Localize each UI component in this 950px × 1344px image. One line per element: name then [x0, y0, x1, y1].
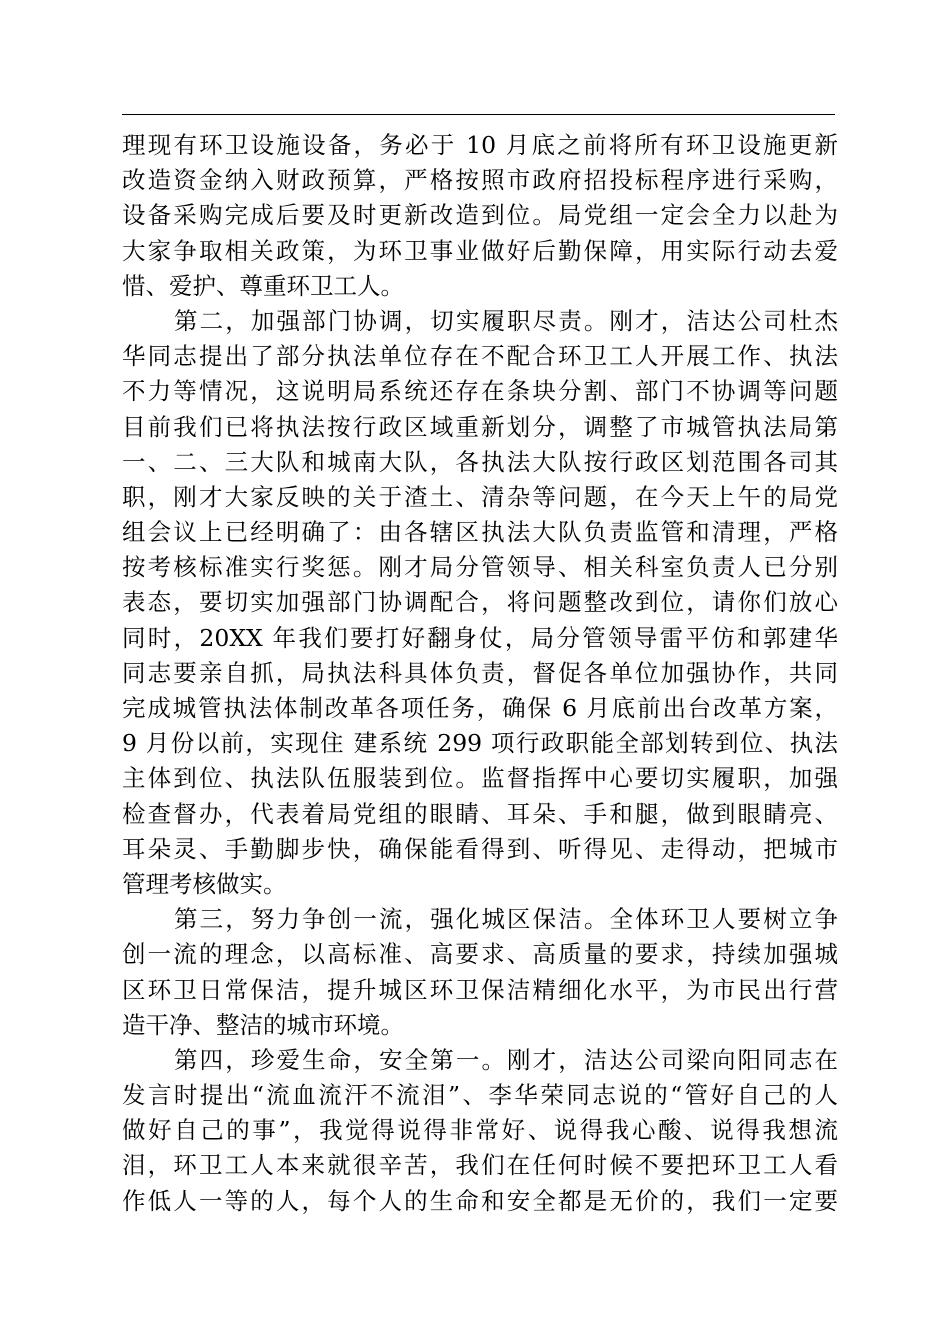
- text-line: 按考核标准实行奖惩。刚才局分管领导、相关科室负责人已分别: [122, 553, 838, 582]
- text-line: 管理考核做实。: [122, 869, 287, 898]
- text-line: 大家争取相关政策，为环卫事业做好后勤保障，用实际行动去爱: [122, 236, 838, 265]
- text-line: 表态，要切实加强部门协调配合，将问题整改到位，请你们放心: [122, 588, 838, 617]
- text-line: 完成城管执法体制改革各项任务，确保 6 月底前出台改革方案，: [122, 694, 838, 722]
- text-line: 改造资金纳入财政预算，严格按照市政府招投标程序进行采购，: [122, 166, 838, 195]
- text-line: 做好自己的事”，我觉得说得非常好、说得我心酸、说得我想流: [122, 1116, 838, 1145]
- text-line: 惜、爱护、尊重环卫工人。: [122, 271, 404, 300]
- text-line: 同时，20XX 年我们要打好翻身仗，局分管领导雷平仿和郭建华: [122, 623, 838, 652]
- text-line: 检查督办，代表着局党组的眼睛、耳朵、手和腿，做到眼睛亮、: [122, 799, 838, 828]
- text-line: 区环卫日常保洁，提升城区环卫保洁精细化水平，为市民出行营: [122, 975, 838, 1004]
- text-line: 作低人一等的人，每个人的生命和安全都是无价的，我们一定要: [122, 1186, 838, 1215]
- paragraph-start-line: 第四，珍爱生命，安全第一。刚才，洁达公司梁向阳同志在: [174, 1045, 838, 1074]
- text-line: 耳朵灵、手勤脚步快，确保能看得到、听得见、走得动，把城市: [122, 834, 838, 863]
- text-line: 一、二、三大队和城南大队，各执法大队按行政区划范围各司其: [122, 447, 838, 476]
- text-line: 职，刚才大家反映的关于渣土、清杂等问题，在今天上午的局党: [122, 482, 838, 511]
- text-line: 同志要亲自抓，局执法科具体负责，督促各单位加强协作，共同: [122, 658, 838, 687]
- text-line: 9 月份以前，实现住 建系统 299 项行政职能全部划转到位、执法: [122, 729, 838, 758]
- text-line: 造干净、整洁的城市环境。: [122, 1010, 404, 1039]
- text-line: 华同志提出了部分执法单位存在不配合环卫工人开展工作、执法: [122, 342, 838, 371]
- text-line: 目前我们已将执法按行政区域重新划分，调整了市城管执法局第: [122, 412, 838, 441]
- text-line: 泪，环卫工人本来就很辛苦，我们在任何时候不要把环卫工人看: [122, 1151, 838, 1180]
- paragraph-start-line: 第二，加强部门协调，切实履职尽责。刚才，洁达公司杜杰: [174, 306, 838, 335]
- header-rule: [122, 114, 835, 115]
- text-line: 理现有环卫设施设备，务必于 10 月底之前将所有环卫设施更新: [122, 131, 838, 159]
- paragraph-start-line: 第三，努力争创一流，强化城区保洁。全体环卫人要树立争: [174, 905, 838, 934]
- body-text: [122, 128, 838, 1219]
- text-line: 不力等情况，这说明局系统还存在条块分割、部门不协调等问题: [122, 377, 838, 406]
- text-line: 创一流的理念，以高标准、高要求、高质量的要求，持续加强城: [122, 940, 838, 969]
- text-line: 主体到位、执法队伍服装到位。监督指挥中心要切实履职，加强: [122, 764, 838, 793]
- text-line: 设备采购完成后要及时更新改造到位。局党组一定会全力以赴为: [122, 201, 838, 230]
- text-line: 发言时提出“流血流汗不流泪”、李华荣同志说的“管好自己的人: [122, 1081, 838, 1110]
- text-line: 组会议上已经明确了：由各辖区执法大队负责监管和清理，严格: [122, 518, 838, 547]
